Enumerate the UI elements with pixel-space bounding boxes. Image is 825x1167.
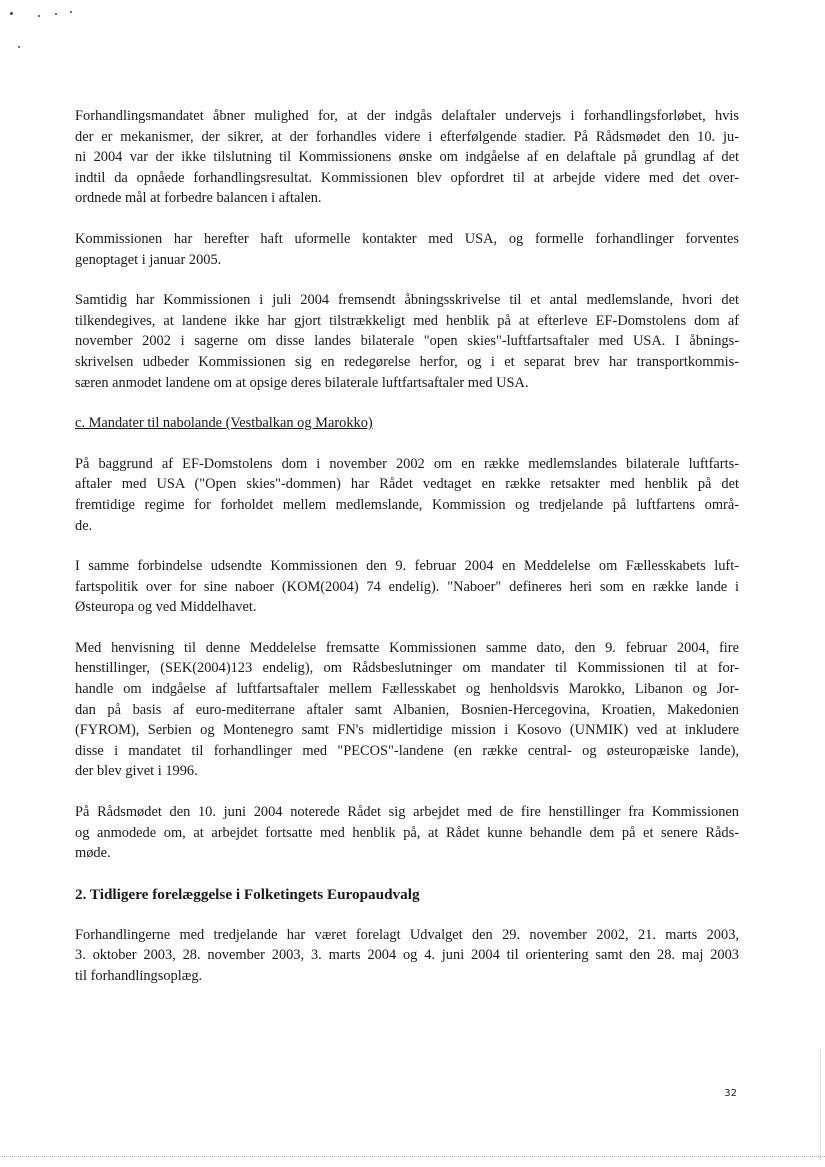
page-number: 32 bbox=[724, 1088, 737, 1099]
paragraph-line: skrivelsen udbeder Kommissionen sig en redegørelse herfor, og i et separat brev har transportkommis- bbox=[75, 353, 739, 370]
paragraph-line: 3. oktober 2003, 28. november 2003, 3. marts 2004 og 4. juni 2004 til orientering samt den 28. maj 2003 bbox=[75, 947, 739, 964]
paragraph-line: henstillinger, (SEK(2004)123 endelig), om Rådsbeslutninger om mandater til Kommissionen til at for- bbox=[75, 660, 739, 677]
body-paragraph bbox=[75, 638, 739, 782]
paragraph-line: ordnede mål at forbedre balancen i aftalen. bbox=[75, 190, 322, 207]
paragraph-line: (FYROM), Serbien og Montenegro samt FN's midlertidige mission i Kosovo (UNMIK) ved at inkludere bbox=[75, 722, 739, 739]
paragraph-line: Samtidig har Kommissionen i juli 2004 fremsendt åbningsskrivelse til et antal medlemslande, hvori det bbox=[75, 292, 739, 309]
paragraph-line: fremtidige regime for forholdet mellem medlemslande, Kommission og tredjelande på luftfartens områ- bbox=[75, 496, 739, 513]
paragraph-line: november 2002 i sagerne om disse landes bilaterale "open skies"-luftfartsaftaler med USA. I åbnings- bbox=[75, 333, 739, 350]
body-paragraph bbox=[75, 229, 739, 270]
scan-speck bbox=[18, 46, 20, 48]
scan-edge-line bbox=[820, 1050, 822, 1160]
body-paragraph bbox=[75, 925, 739, 987]
paragraph-line: genoptaget i januar 2005. bbox=[75, 251, 222, 268]
paragraph-line: Forhandlingsmandatet åbner mulighed for, at der indgås delaftaler undervejs i forhandlingsforløbet, hvis bbox=[75, 108, 739, 124]
scan-speck bbox=[55, 13, 57, 15]
paragraph-line: og anmodede om, at arbejdet fortsatte med henblik på, at Rådet kunne behandle dem på et senere Råds- bbox=[75, 824, 739, 841]
paragraph-line: På baggrund af EF-Domstolens dom i november 2002 om en række medlemslandes bilaterale luftfarts- bbox=[75, 455, 739, 472]
subsection-heading: c. Mandater til nabolande (Vestbalkan og Marokko) bbox=[75, 415, 373, 432]
paragraph-line: der blev givet i 1996. bbox=[75, 763, 198, 780]
scan-speck bbox=[70, 11, 72, 13]
paragraph-line: På Rådsmødet den 10. juni 2004 noterede Rådet sig arbejdet med de fire henstillinger fra Kommissionen bbox=[75, 804, 739, 821]
paragraph-line: Østeuropa og ved Middelhavet. bbox=[75, 599, 257, 616]
body-paragraph bbox=[75, 454, 739, 536]
paragraph-line: til forhandlingsoplæg. bbox=[75, 968, 203, 984]
section-heading: 2. Tidligere forelæggelse i Folketingets Europaudvalg bbox=[75, 885, 420, 903]
document-body bbox=[75, 106, 739, 1007]
paragraph-line: indtil da opnåede forhandlingsresultat. Kommissionen blev opfordret til at arbejde videre med det over- bbox=[75, 169, 739, 186]
paragraph-line: tilkendegives, at landene ikke har gjort tilstrækkeligt med henblik på at efterleve EF-Domstolens dom af bbox=[75, 312, 739, 329]
paragraph-line: Forhandlingerne med tredjelande har været forelagt Udvalget den 29. november 2002, 21. marts 2003, bbox=[75, 926, 739, 943]
paragraph-line: møde. bbox=[75, 845, 111, 862]
paragraph-line: disse i mandatet til forhandlinger med "PECOS"-landene (en række central- og østeuropæiske lande), bbox=[75, 742, 739, 759]
body-paragraph bbox=[75, 802, 739, 864]
paragraph-line: Med henvisning til denne Meddelelse fremsatte Kommissionen samme dato, den 9. februar 2004, fire bbox=[75, 639, 739, 656]
paragraph-line: handle om indgåelse af luftfartsaftaler mellem Fællesskabet og henholdsvis Marokko, Libanon og Jor- bbox=[75, 681, 739, 698]
body-paragraph bbox=[75, 290, 739, 393]
paragraph-line: aftaler med USA ("Open skies"-dommen) har Rådet vedtaget en række retsakter med henblik på det bbox=[75, 476, 739, 493]
body-paragraph bbox=[75, 556, 739, 618]
scan-bottom-line bbox=[0, 1156, 825, 1158]
paragraph-line: dan på basis af euro-mediterrane aftaler samt Albanien, Bosnien-Hercegovina, Kroatien, Makedonien bbox=[75, 701, 739, 718]
body-paragraph bbox=[75, 106, 739, 209]
paragraph-line: ni 2004 var der ikke tilslutning til Kommissionens ønske om indgåelse af en delaftale på grundlag af det bbox=[75, 149, 739, 166]
scan-speck bbox=[38, 15, 40, 17]
paragraph-line: særen anmodet landene om at opsige deres bilaterale luftfartsaftaler med USA. bbox=[75, 374, 529, 391]
scan-speck bbox=[10, 12, 13, 15]
paragraph-line: Kommissionen har herefter haft uformelle kontakter med USA, og formelle forhandlinger forventes bbox=[75, 230, 739, 247]
paragraph-line: de. bbox=[75, 517, 93, 534]
paragraph-line: fartspolitik over for sine naboer (KOM(2004) 74 endelig). "Naboer" defineres heri som en række lande i bbox=[75, 578, 739, 595]
paragraph-line: der er mekanismer, der sikrer, at der forhandles videre i efterfølgende stadier. På Rådsmødet den 10. ju- bbox=[75, 128, 739, 145]
paragraph-line: I samme forbindelse udsendte Kommissionen den 9. februar 2004 en Meddelelse om Fællesskabets luft- bbox=[75, 558, 739, 575]
